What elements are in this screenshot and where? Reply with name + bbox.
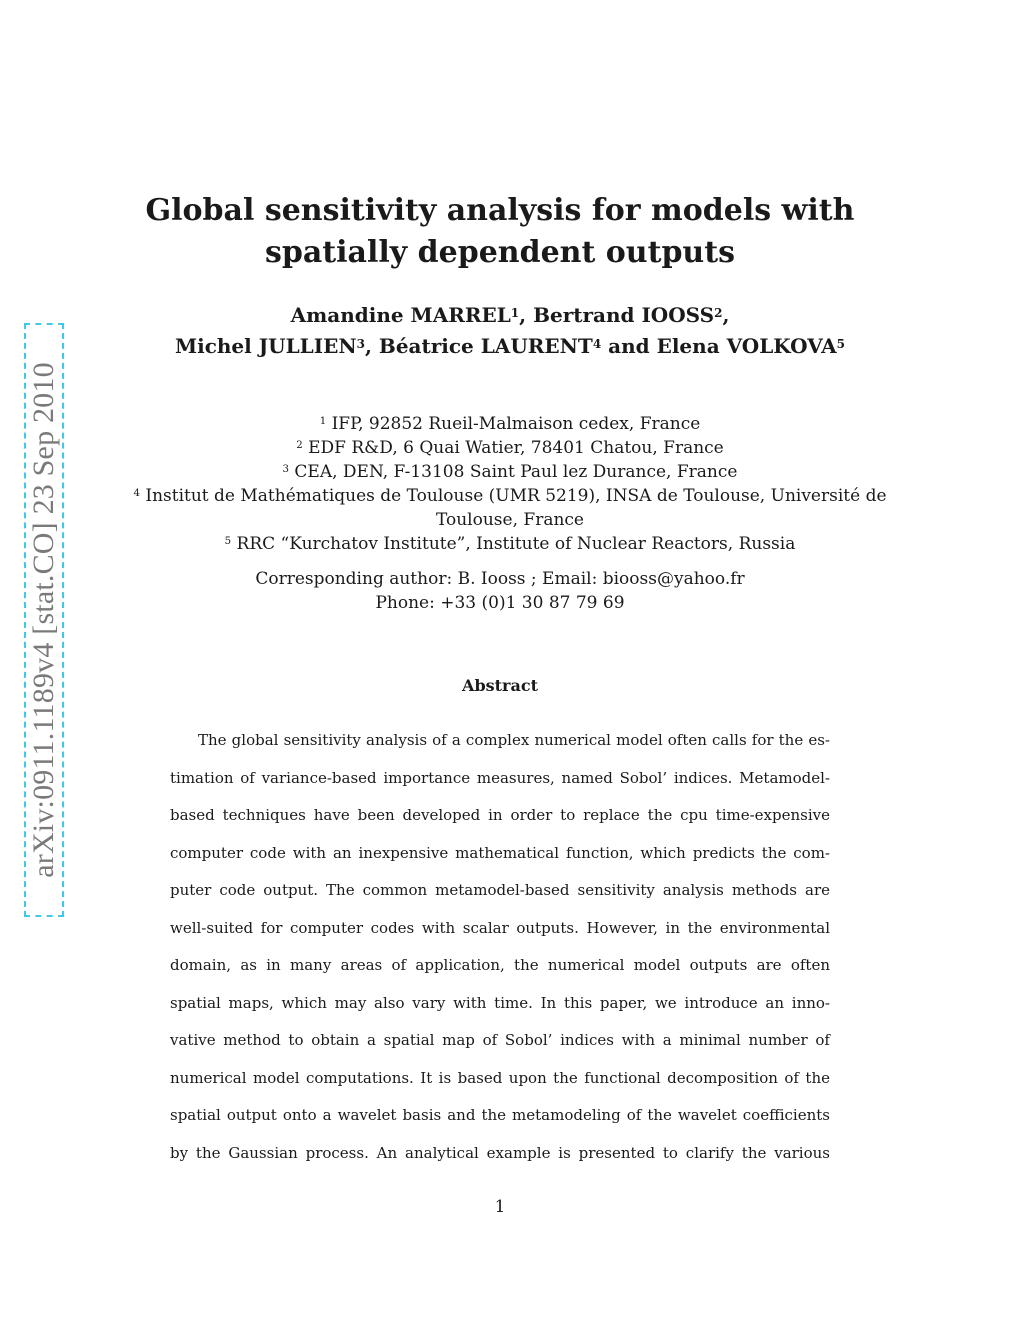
affiliation-text: Institut de Mathématiques de Toulouse (UMR 5219), INSA de Toulouse, Université de xyxy=(145,486,887,506)
affiliation-text: CEA, DEN, F-13108 Saint Paul lez Durance, France xyxy=(294,462,738,482)
affiliation-number: 1 xyxy=(319,416,327,427)
abstract-line: domain, as in many areas of application, the numerical model outputs are often xyxy=(170,956,830,974)
corresponding-author-phone: Phone: +33 (0)1 30 87 79 69 xyxy=(375,593,625,613)
author-line-1 xyxy=(0,300,1020,331)
title-line-2: spatially dependent outputs xyxy=(265,235,735,270)
abstract-line: computer code with an inexpensive mathematical function, which predicts the com- xyxy=(170,843,830,862)
paper-title xyxy=(0,190,1000,274)
affiliation-text: RRC “Kurchatov Institute”, Institute of Nuclear Reactors, Russia xyxy=(236,534,796,554)
author-separator: , xyxy=(722,303,730,327)
abstract-line: well-suited for computer codes with scalar outputs. However, in the environmental xyxy=(170,918,830,937)
author-name: Amandine MARREL xyxy=(290,303,511,327)
corresponding-author-block xyxy=(0,567,1000,615)
affiliation-list xyxy=(120,412,900,556)
affiliation-number: 2 xyxy=(296,440,303,451)
author-separator: , xyxy=(364,334,379,358)
abstract-heading: Abstract xyxy=(462,676,538,695)
abstract-line: puter code output. The common metamodel-based sensitivity analysis methods are xyxy=(170,881,830,899)
affiliation-number: 4 xyxy=(133,488,140,499)
affiliation-item xyxy=(120,436,900,460)
abstract-line: vative method to obtain a spatial map of Sobol’ indices with a minimal number of xyxy=(170,1031,830,1049)
author-separator: , xyxy=(519,303,534,327)
author-name: Michel JULLIEN xyxy=(174,334,357,358)
abstract-line: The global sensitivity analysis of a complex numerical model often calls for the es- xyxy=(198,731,830,749)
affiliation-number: 5 xyxy=(224,536,232,547)
affiliation-text: EDF R&D, 6 Quai Watier, 78401 Chatou, France xyxy=(308,438,724,458)
affiliation-item xyxy=(120,532,900,556)
affiliation-item xyxy=(0,484,1020,508)
arxiv-identifier: arXiv:0911.1189v4 [stat.CO] 23 Sep 2010 xyxy=(27,362,60,878)
author-affiliation-mark: 1 xyxy=(510,306,520,320)
corresponding-author-email: Corresponding author: B. Iooss ; Email: biooss@yahoo.fr xyxy=(255,569,745,589)
affiliation-item xyxy=(120,412,900,436)
author-affiliation-mark: 5 xyxy=(836,337,846,351)
author-affiliation-mark: 2 xyxy=(714,306,723,320)
author-name: Elena VOLKOVA xyxy=(656,334,837,358)
author-name: Bertrand IOOSS xyxy=(533,303,715,327)
affiliation-number: 3 xyxy=(282,464,290,475)
author-affiliation-mark: 4 xyxy=(592,337,602,351)
author-affiliation-mark: 3 xyxy=(356,337,365,351)
page-number: 1 xyxy=(494,1197,506,1217)
abstract-line: spatial maps, which may also vary with time. In this paper, we introduce an inno- xyxy=(170,993,830,1012)
title-line-1: Global sensitivity analysis for models with xyxy=(145,193,855,228)
author-line-2 xyxy=(0,331,1020,362)
author-name: Béatrice LAURENT xyxy=(378,334,593,358)
author-conjunction: and xyxy=(601,334,657,358)
author-list xyxy=(0,300,1020,362)
affiliation-text: IFP, 92852 Rueil-Malmaison cedex, France xyxy=(331,414,701,434)
abstract-line: timation of variance-based importance measures, named Sobol’ indices. Metamodel- xyxy=(170,768,830,787)
abstract-text xyxy=(170,722,830,1172)
abstract-line: numerical model computations. It is based upon the functional decomposition of the xyxy=(170,1068,830,1087)
abstract-line: based techniques have been developed in order to replace the cpu time-expensive xyxy=(170,806,830,824)
abstract-line: spatial output onto a wavelet basis and the metamodeling of the wavelet coefficients xyxy=(170,1106,830,1124)
affiliation-item xyxy=(120,460,900,484)
abstract-line: by the Gaussian process. An analytical example is presented to clarify the various xyxy=(170,1143,830,1162)
affiliation-continuation: Toulouse, France xyxy=(435,510,584,530)
